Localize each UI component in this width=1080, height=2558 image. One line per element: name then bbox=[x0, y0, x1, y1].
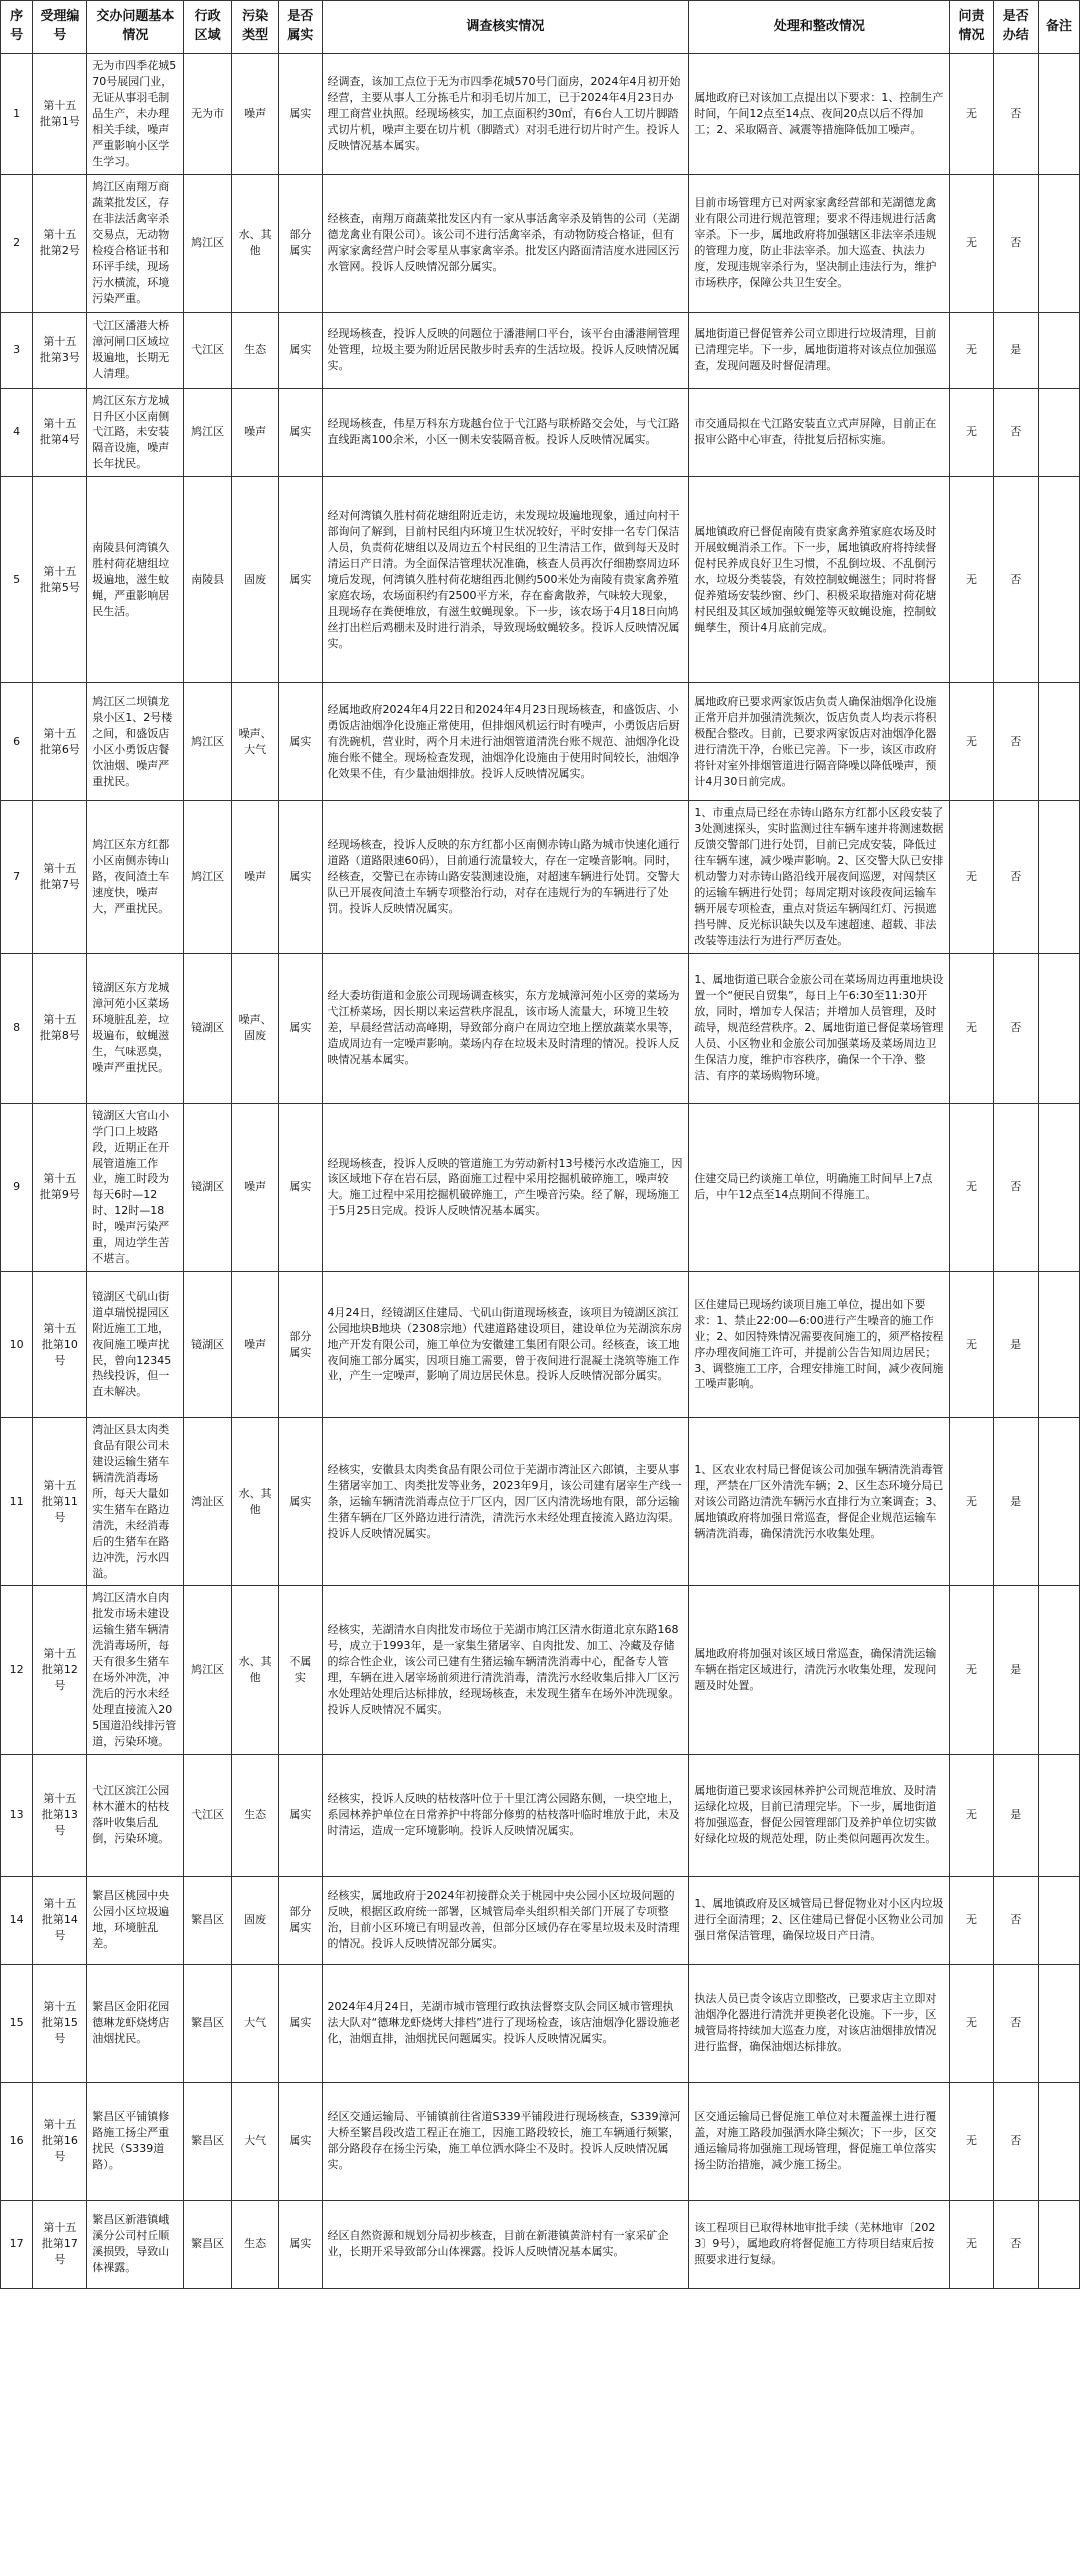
cell-seq: 17 bbox=[1, 2200, 33, 2288]
cell-valid: 属实 bbox=[279, 683, 322, 801]
cell-type: 固废 bbox=[231, 1876, 278, 1964]
cell-id: 第十五批第8号 bbox=[33, 953, 87, 1103]
cell-handling: 1、属地镇政府及区城管局已督促物业对小区内垃圾进行全面清理；2、区住建局已督促小区物业公司加强日常保洁管理，确保垃圾日产日清。 bbox=[689, 1876, 950, 1964]
cell-id: 第十五批第1号 bbox=[33, 54, 87, 175]
cell-seq: 5 bbox=[1, 477, 33, 683]
cell-id: 第十五批第13号 bbox=[33, 1754, 87, 1876]
header-issue: 交办问题基本情况 bbox=[87, 1, 184, 54]
cell-seq: 3 bbox=[1, 312, 33, 388]
cell-note bbox=[1038, 1964, 1079, 2082]
cell-issue: 鸠江区南翔万商蔬菜批发区，存在非法活禽宰杀交易点，无动物检疫合格证书和环评手续，现场污水横流，环境污染严重。 bbox=[87, 174, 184, 312]
cell-note bbox=[1038, 312, 1079, 388]
cell-investigation: 经现场核查，投诉人反映的问题位于潘港闸口平台，该平台由潘港闸管理处管理，垃圾主要为附近居民散步时丢弃的生活垃圾。投诉人反映情况属实。 bbox=[322, 312, 689, 388]
cell-seq: 7 bbox=[1, 801, 33, 953]
header-seq: 序号 bbox=[1, 1, 33, 54]
cell-issue: 繁昌区金阳花园德琳龙虾烧烤店油烟扰民。 bbox=[87, 1964, 184, 2082]
cell-account: 无 bbox=[950, 1103, 993, 1271]
cell-seq: 6 bbox=[1, 683, 33, 801]
cell-investigation: 经核实，芜湖清水自肉批发市场位于芜湖市鸠江区清水街道北京东路168号，成立于1993年，是一家集生猪屠宰、自肉批发、加工、冷藏及存储的综合性企业，该公司已建有生猪运输车辆清洗消毒中心，配备专人管理，车辆在进入屠宰场前须进行清洗消毒，清洗污水经收集后排入厂区污水处理站处理后达标排放，经现场核查，未发现生猪车在场外冲洗现象。投诉人反映情况不属实。 bbox=[322, 1586, 689, 1754]
cell-type: 生态 bbox=[231, 312, 278, 388]
cell-type: 噪声 bbox=[231, 801, 278, 953]
cell-investigation: 经核查，南翔万商蔬菜批发区内有一家从事活禽宰杀及销售的公司（芜湖德龙禽业有限公司）。该公司不进行活禽宰杀，有动物防疫合格证，但有两家家禽经营户时会零星从事家禽宰杀。批发区内路面清洁度水进园区污水管网。投诉人反映情况部分属实。 bbox=[322, 174, 689, 312]
cell-investigation: 经调查，该加工点位于无为市四季花城570号门面房，2024年4月初开始经营，主要从事人工分拣毛片和羽毛切片加工，已于2024年4月23日办理工商营业执照。经现场核实，加工点面积约30㎡，有6台人工切片脚踏式切片机，噪声主要在切片机（脚踏式）对羽毛进行切片时产生。投诉人反映情况基本属实。 bbox=[322, 54, 689, 175]
table-row bbox=[1, 312, 1080, 388]
cell-valid: 属实 bbox=[279, 1103, 322, 1271]
cell-done: 否 bbox=[993, 1876, 1038, 1964]
table-row bbox=[1, 388, 1080, 477]
cell-region: 鸠江区 bbox=[184, 801, 231, 953]
cell-investigation: 经现场核查，投诉人反映的东方红都小区南侧赤铸山路为城市快速化通行道路（道路限速60码），目前通行流量较大，存在一定噪音影响。同时，经核查，交警已在赤铸山路安装测速设施，对超速车辆进行处罚。交警大队已开展夜间渣土车辆专项整治行动，对存在违规行为的车辆进行了处罚。投诉人反映情况属实。 bbox=[322, 801, 689, 953]
cell-account: 无 bbox=[950, 1586, 993, 1754]
cell-valid: 属实 bbox=[279, 388, 322, 477]
cell-valid: 属实 bbox=[279, 2082, 322, 2200]
cell-investigation: 经现场核查，投诉人反映的管道施工为劳动新村13号楼污水改造施工，因该区域地下存在岩石层，路面施工过程中采用挖掘机破碎施工，噪声较大。施工过程中采用挖掘机破碎施工，产生噪音污染。经了解，现场施工于5月25日完成。投诉人反映情况基本属实。 bbox=[322, 1103, 689, 1271]
cell-issue: 繁昌区新港镇峨溪分公司村丘顺溪损毁，导致山体裸露。 bbox=[87, 2200, 184, 2288]
cell-done: 是 bbox=[993, 1586, 1038, 1754]
cell-account: 无 bbox=[950, 1418, 993, 1586]
cell-handling: 1、区农业农村局已督促该公司加强车辆清洗消毒管理，严禁在厂区外清洗车辆；2、区生态环境分局已对该公司路边清洗车辆污水直排行为立案调查；3、属地镇政府将加强日常巡查，督促企业规范运输车辆清洗消毒，确保清洗污水收集处理。 bbox=[689, 1418, 950, 1586]
cell-id: 第十五批第5号 bbox=[33, 477, 87, 683]
cell-handling: 执法人员已责令该店立即整改，已要求店主立即对油烟净化器进行清洗并更换老化设施。下一步，区城管局将持续加大巡查力度，对该店油烟排放情况进行监督，确保油烟达标排放。 bbox=[689, 1964, 950, 2082]
cell-seq: 16 bbox=[1, 2082, 33, 2200]
table-row bbox=[1, 1418, 1080, 1586]
cell-seq: 15 bbox=[1, 1964, 33, 2082]
cell-seq: 2 bbox=[1, 174, 33, 312]
cell-account: 无 bbox=[950, 174, 993, 312]
cell-note bbox=[1038, 683, 1079, 801]
cell-issue: 鸠江区东方红都小区南侧赤铸山路，夜间渣土车速度快，噪声大，严重扰民。 bbox=[87, 801, 184, 953]
cell-handling: 该工程项目已取得林地审批手续（芜林地审〔2023〕9号），属地政府将督促施工方待项目结束后按照要求进行复绿。 bbox=[689, 2200, 950, 2288]
cell-issue: 繁昌区平铺镇修路施工扬尘严重扰民（S339道路）。 bbox=[87, 2082, 184, 2200]
cell-type: 生态 bbox=[231, 1754, 278, 1876]
header-valid: 是否属实 bbox=[279, 1, 322, 54]
table-row bbox=[1, 2200, 1080, 2288]
cell-account: 无 bbox=[950, 54, 993, 175]
table-row bbox=[1, 801, 1080, 953]
cell-region: 镜湖区 bbox=[184, 1103, 231, 1271]
cell-id: 第十五批第11号 bbox=[33, 1418, 87, 1586]
cell-type: 生态 bbox=[231, 2200, 278, 2288]
cell-investigation: 4月24日，经镜湖区住建局、弋矶山街道现场核查，该项目为镜湖区滨江公园地块B地块（2308宗地）代建道路建设项目，建设单位为芜湖滨东房地产开发有限公司，施工单位为安徽建工集团有限公司。经核查，该工地夜间施工部分属实，因项目施工需要，曾于夜间进行混凝土浇筑等施工作业，产生一定噪声，影响了周边居民休息。投诉人反映情况部分属实。 bbox=[322, 1272, 689, 1418]
table-row bbox=[1, 1586, 1080, 1754]
cell-valid: 部分属实 bbox=[279, 1876, 322, 1964]
cell-account: 无 bbox=[950, 801, 993, 953]
header-region: 行政区域 bbox=[184, 1, 231, 54]
cell-region: 繁昌区 bbox=[184, 2200, 231, 2288]
table-row bbox=[1, 683, 1080, 801]
cell-issue: 鸠江区清水自肉批发市场未建设运输生猪车辆清洗消毒场所，每天有很多生猪车在场外冲洗，冲洗后的污水未经处理直接流入205国道沿线排污管道，污染环境。 bbox=[87, 1586, 184, 1754]
cell-valid: 属实 bbox=[279, 477, 322, 683]
cell-done: 否 bbox=[993, 1964, 1038, 2082]
cell-id: 第十五批第4号 bbox=[33, 388, 87, 477]
cell-id: 第十五批第16号 bbox=[33, 2082, 87, 2200]
cell-handling: 区住建局已现场约谈项目施工单位，提出如下要求：1、禁止22:00—6:00进行产生噪音的施工作业；2、如因特殊情况需要夜间施工的，须严格按程序办理夜间施工许可，并提前公告告知周边居民；3、调整施工工序，合理安排施工时间，减少夜间施工噪声影响。 bbox=[689, 1272, 950, 1418]
cell-type: 噪声 bbox=[231, 1272, 278, 1418]
cell-note bbox=[1038, 54, 1079, 175]
cell-issue: 南陵县何湾镇久胜村荷花塘组垃圾遍地，滋生蚊蝇，严重影响居民生活。 bbox=[87, 477, 184, 683]
cell-account: 无 bbox=[950, 683, 993, 801]
table-row bbox=[1, 1964, 1080, 2082]
cell-investigation: 经区交通运输局、平铺镇前往省道S339平铺段进行现场核查，S339漳河大桥至繁昌段改造工程正在施工，因施工路段较长，施工车辆通行频繁，部分路段存在扬尘污染，施工单位洒水降尘不及时。投诉人反映情况属实。 bbox=[322, 2082, 689, 2200]
cell-valid: 属实 bbox=[279, 953, 322, 1103]
cell-valid: 属实 bbox=[279, 801, 322, 953]
cell-account: 无 bbox=[950, 1272, 993, 1418]
cell-type: 噪声、大气 bbox=[231, 683, 278, 801]
cell-done: 是 bbox=[993, 312, 1038, 388]
cell-region: 鸠江区 bbox=[184, 683, 231, 801]
cell-note bbox=[1038, 1272, 1079, 1418]
cell-region: 弋江区 bbox=[184, 1754, 231, 1876]
cell-note bbox=[1038, 1418, 1079, 1586]
cell-note bbox=[1038, 801, 1079, 953]
cell-done: 否 bbox=[993, 388, 1038, 477]
cell-done: 否 bbox=[993, 2200, 1038, 2288]
cell-account: 无 bbox=[950, 953, 993, 1103]
cell-issue: 弋江区潘港大桥漳河闸口区域垃圾遍地，长期无人清理。 bbox=[87, 312, 184, 388]
cell-seq: 13 bbox=[1, 1754, 33, 1876]
cell-note bbox=[1038, 953, 1079, 1103]
header-investigation: 调查核实情况 bbox=[322, 1, 689, 54]
cell-investigation: 经对何湾镇久胜村荷花塘组附近走访，未发现垃圾遍地现象，通过向村干部询问了解到，目前村民组内环境卫生状况较好，平时安排一名专门保洁人员，负责荷花塘组以及周边五个村民组的卫生清洁工作，做到每天及时清运日产日清。为全面保洁管理状况准确，核查人员再次仔细勘察周边环境后发现，何湾镇久胜村荷花塘组西北侧约500米处为南陵有贵家禽养殖家庭农场，农场面积约有2500平方米，存在畜禽散养，气味较大现象，且现场存在粪便堆放，有滋生蚊蝇现象。下一步，该农场于4月18日向鸠丝打出栏后鸡棚未及时进行消杀，导致现场蚊蝇较多。投诉人反映情况属实。 bbox=[322, 477, 689, 683]
cell-note bbox=[1038, 2082, 1079, 2200]
cell-id: 第十五批第17号 bbox=[33, 2200, 87, 2288]
cell-handling: 属地政府将加强对该区域日常巡查，确保清洗运输车辆在指定区域进行，清洗污水收集处理，发现问题及时处置。 bbox=[689, 1586, 950, 1754]
cell-investigation: 经区自然资源和规划分局初步核查，目前在新港镇黄浒村有一家采矿企业，长期开采导致部分山体裸露。投诉人反映情况基本属实。 bbox=[322, 2200, 689, 2288]
cell-done: 否 bbox=[993, 2082, 1038, 2200]
header-id: 受理编号 bbox=[33, 1, 87, 54]
cell-type: 水、其他 bbox=[231, 1586, 278, 1754]
cell-account: 无 bbox=[950, 477, 993, 683]
cell-region: 南陵县 bbox=[184, 477, 231, 683]
cell-region: 繁昌区 bbox=[184, 1876, 231, 1964]
cell-type: 固废 bbox=[231, 477, 278, 683]
cell-issue: 弋江区滨江公园林木灌木的枯枝落叶收集后乱倒，污染环境。 bbox=[87, 1754, 184, 1876]
cell-handling: 属地街道已要求该园林养护公司规范堆放、及时清运绿化垃圾，目前已清理完毕。下一步，属地街道将加强巡查，督促公园管理部门及养护单位切实做好绿化垃圾的规范处理，防止类似问题再次发生。 bbox=[689, 1754, 950, 1876]
cell-investigation: 经大委坊街道和金旅公司现场调查核实，东方龙城漳河苑小区旁的菜场为弋江桥菜场，因长期以来运营秩序混乱，该市场人流量大，环境卫生较差，早晨经营活动高峰期，导致部分商户在周边空地上摆放蔬菜水果等，造成周边有一定噪声影响。菜场内存在垃圾未及时清理的情况。投诉人反映情况基本属实。 bbox=[322, 953, 689, 1103]
header-handling: 处理和整改情况 bbox=[689, 1, 950, 54]
cell-seq: 14 bbox=[1, 1876, 33, 1964]
cell-id: 第十五批第2号 bbox=[33, 174, 87, 312]
cell-id: 第十五批第12号 bbox=[33, 1586, 87, 1754]
cell-id: 第十五批第10号 bbox=[33, 1272, 87, 1418]
table-row bbox=[1, 1876, 1080, 1964]
cell-investigation: 经属地政府2024年4月22日和2024年4月23日现场核查，和盛饭店、小勇饭店油烟净化设施正常使用，但排烟风机运行时有噪声，小勇饭店后厨有洗碗机，营业时，两个月未进行油烟管道清洗台账不规范、油烟净化设施台账不健全。现场检查发现，油烟净化设施由于使用时间较长，油烟净化效果不佳，有少量油烟排放。投诉人反映情况属实。 bbox=[322, 683, 689, 801]
cell-note bbox=[1038, 1586, 1079, 1754]
table-row bbox=[1, 1103, 1080, 1271]
cell-handling: 住建交局已约谈施工单位，明确施工时间早上7点后，中午12点至14点期间不得施工。 bbox=[689, 1103, 950, 1271]
table-row bbox=[1, 2082, 1080, 2200]
cell-seq: 1 bbox=[1, 54, 33, 175]
cell-seq: 4 bbox=[1, 388, 33, 477]
cell-done: 否 bbox=[993, 1103, 1038, 1271]
header-note: 备注 bbox=[1038, 1, 1079, 54]
cell-done: 是 bbox=[993, 1272, 1038, 1418]
cell-handling: 属地政府已对该加工点提出以下要求：1、控制生产时间，午间12点至14点、夜间20点以后不得加工；2、采取隔音、减震等措施降低加工噪声。 bbox=[689, 54, 950, 175]
table-row bbox=[1, 1754, 1080, 1876]
cell-seq: 8 bbox=[1, 953, 33, 1103]
cell-note bbox=[1038, 388, 1079, 477]
cell-handling: 属地政府已要求两家饭店负责人确保油烟净化设施正常开启并加强清洗频次，饭店负责人均表示将积极配合整改。目前，已要求两家饭店对油烟净化器进行清洗干净，台账已完善。下一步，该区市政府将针对室外排烟管道进行隔音降噪以降低噪声，预计4月30日前完成。 bbox=[689, 683, 950, 801]
cell-type: 水、其他 bbox=[231, 1418, 278, 1586]
table-row bbox=[1, 477, 1080, 683]
cell-type: 大气 bbox=[231, 1964, 278, 2082]
cell-issue: 镜湖区东方龙城漳河苑小区菜场环境脏乱差，垃圾遍布，蚊蝇滋生，气味恶臭，噪声严重扰民。 bbox=[87, 953, 184, 1103]
cell-issue: 湾沚区县太肉类食品有限公司未建设运输生猪车辆清洗消毒场所，每天大量如实生猪车在路边清洗，未经消毒后的生猪车在路边冲洗，污水四溢。 bbox=[87, 1418, 184, 1586]
cell-handling: 区交通运输局已督促施工单位对未覆盖裸土进行覆盖，对施工路段加强洒水降尘频次；下一步，区交通运输局将加强施工现场管理，督促施工单位落实扬尘防治措施，减少施工扬尘。 bbox=[689, 2082, 950, 2200]
header-type: 污染类型 bbox=[231, 1, 278, 54]
cell-investigation: 2024年4月24日，芜湖市城市管理行政执法督察支队会同区城市管理执法大队对“德琳龙虾烧烤大排档”进行了现场检查，该店油烟净化器设施老化，油烟直排，油烟扰民问题属实。投诉人反映情况属实。 bbox=[322, 1964, 689, 2082]
cell-type: 噪声 bbox=[231, 388, 278, 477]
cell-handling: 目前市场管理方已对两家家禽经营部和芜湖德龙禽业有限公司进行规范管理；要求不得违规进行活禽宰杀。下一步，属地政府将加强辖区非法宰杀违规的管理力度，防止非法宰杀。加大巡查、执法力度，发现违规宰杀行为，坚决制止违法行为，维护市场秩序，保障公共卫生安全。 bbox=[689, 174, 950, 312]
cell-note bbox=[1038, 1103, 1079, 1271]
cell-region: 镜湖区 bbox=[184, 1272, 231, 1418]
cell-issue: 镜湖区大官山小学门口上坡路段，近期正在开展管道施工作业，施工时段为每天6时—12时、12时—18时，噪声污染严重，周边学生苦不堪言。 bbox=[87, 1103, 184, 1271]
cell-region: 鸠江区 bbox=[184, 1586, 231, 1754]
table-row bbox=[1, 54, 1080, 175]
table-row bbox=[1, 1272, 1080, 1418]
cell-id: 第十五批第3号 bbox=[33, 312, 87, 388]
cell-valid: 不属实 bbox=[279, 1586, 322, 1754]
cell-seq: 9 bbox=[1, 1103, 33, 1271]
cell-done: 否 bbox=[993, 953, 1038, 1103]
cell-issue: 繁昌区桃园中央公园小区垃圾遍地，环境脏乱差。 bbox=[87, 1876, 184, 1964]
cell-account: 无 bbox=[950, 2200, 993, 2288]
cell-done: 否 bbox=[993, 801, 1038, 953]
cell-done: 是 bbox=[993, 1754, 1038, 1876]
cell-investigation: 经核实，安徽县太肉类食品有限公司位于芜湖市湾沚区六郎镇，主要从事生猪屠宰加工、肉类批发等业务，2023年9月，该公司建有屠宰生产线一条，运输车辆清洗消毒点位于厂区内，因厂区内清洗场地有限，部分运输生猪车辆在厂区外路边进行清洗，清洗污水未经处理直接流入路边沟渠。投诉人反映情况属实。 bbox=[322, 1418, 689, 1586]
cell-note bbox=[1038, 1754, 1079, 1876]
header-account: 问责情况 bbox=[950, 1, 993, 54]
cell-type: 大气 bbox=[231, 2082, 278, 2200]
cell-region: 湾沚区 bbox=[184, 1418, 231, 1586]
cell-seq: 10 bbox=[1, 1272, 33, 1418]
cell-note bbox=[1038, 174, 1079, 312]
cell-note bbox=[1038, 2200, 1079, 2288]
cell-region: 弋江区 bbox=[184, 312, 231, 388]
cell-done: 是 bbox=[993, 1418, 1038, 1586]
cell-type: 噪声、固废 bbox=[231, 953, 278, 1103]
cell-valid: 属实 bbox=[279, 1418, 322, 1586]
cell-done: 否 bbox=[993, 477, 1038, 683]
cell-region: 繁昌区 bbox=[184, 2082, 231, 2200]
cell-type: 水、其他 bbox=[231, 174, 278, 312]
cell-region: 鸠江区 bbox=[184, 388, 231, 477]
cell-region: 鸠江区 bbox=[184, 174, 231, 312]
cell-account: 无 bbox=[950, 312, 993, 388]
cell-valid: 属实 bbox=[279, 1964, 322, 2082]
cell-valid: 部分属实 bbox=[279, 174, 322, 312]
table-row bbox=[1, 174, 1080, 312]
cell-issue: 鸠江区东方龙城日升区小区南侧弋江路，未安装隔音设施，噪声长年扰民。 bbox=[87, 388, 184, 477]
cell-note bbox=[1038, 1876, 1079, 1964]
cell-handling: 1、市重点局已经在赤铸山路东方红都小区段安装了3处测速探头，实时监测过往车辆车速并将测速数据反馈交警部门进行处罚，目前已完成安装，降低过往车辆车速，减少噪声影响。2、区交警大队已安排机动警力对赤铸山路沿线开展夜间巡逻，对闯禁区的运输车辆进行处罚；每周定期对该段夜间运输车辆开展专项检查，重点对货运车辆闯红灯、污损遮挡号牌、反光标识缺失以及车速超速、超载、非法改装等违法行为进行严厉查处。 bbox=[689, 801, 950, 953]
cell-id: 第十五批第6号 bbox=[33, 683, 87, 801]
cell-valid: 属实 bbox=[279, 312, 322, 388]
cell-done: 否 bbox=[993, 174, 1038, 312]
cell-handling: 1、属地街道已联合金旅公司在菜场周边再重地块设置一个“便民自贸集”，每日上午6:30至11:30开放，同时，增加专人保洁；并增加人员管理，及时疏导，规范经营秩序。2、属地街道已督促菜场管理人员、小区物业和金旅公司加强菜场及菜场周边卫生保洁力度，维护市容秩序，确保一个干净、整洁、有序的菜场购物环境。 bbox=[689, 953, 950, 1103]
cell-region: 镜湖区 bbox=[184, 953, 231, 1103]
cell-investigation: 经现场核查，伟星万科东方珑越台位于弋江路与联桥路交会处，与弋江路直线距离100余米，小区一侧未安装隔音板。投诉人反映情况属实。 bbox=[322, 388, 689, 477]
cell-investigation: 经核实，属地政府于2024年初接群众关于桃园中央公园小区垃圾问题的反映，根据区政府统一部署，区城管局牵头组织相关部门开展了专项整治，目前小区环境已有明显改善，但部分区域仍存在零星垃圾未及时清理的情况。投诉人反映情况部分属实。 bbox=[322, 1876, 689, 1964]
cell-id: 第十五批第15号 bbox=[33, 1964, 87, 2082]
header-row bbox=[1, 1, 1080, 54]
cell-region: 无为市 bbox=[184, 54, 231, 175]
cell-issue: 鸠江区二坝镇龙泉小区1、2号楼之间，和盛饭店小区小勇饭店餐饮油烟、噪声严重扰民。 bbox=[87, 683, 184, 801]
cell-seq: 11 bbox=[1, 1418, 33, 1586]
cell-valid: 属实 bbox=[279, 1754, 322, 1876]
cell-valid: 属实 bbox=[279, 54, 322, 175]
cell-account: 无 bbox=[950, 388, 993, 477]
header-done: 是否办结 bbox=[993, 1, 1038, 54]
cell-region: 繁昌区 bbox=[184, 1964, 231, 2082]
cell-account: 无 bbox=[950, 1964, 993, 2082]
cell-type: 噪声 bbox=[231, 54, 278, 175]
cell-seq: 12 bbox=[1, 1586, 33, 1754]
cell-id: 第十五批第7号 bbox=[33, 801, 87, 953]
cell-account: 无 bbox=[950, 1876, 993, 1964]
table-row bbox=[1, 953, 1080, 1103]
cell-issue: 镜湖区弋矶山街道卓瑞悦提园区附近施工工地，夜间施工噪声扰民，曾向12345热线投诉，但一直未解决。 bbox=[87, 1272, 184, 1418]
cell-done: 否 bbox=[993, 54, 1038, 175]
cell-account: 无 bbox=[950, 2082, 993, 2200]
cell-handling: 属地街道已督促管养公司立即进行垃圾清理，目前已清理完毕。下一步，属地街道将对该点位加强巡查，发现问题及时督促清理。 bbox=[689, 312, 950, 388]
cell-issue: 无为市四季花城570号展园门业，无证从事羽毛制品生产，未办理相关手续，噪声严重影响小区学生学习。 bbox=[87, 54, 184, 175]
cell-id: 第十五批第9号 bbox=[33, 1103, 87, 1271]
cell-account: 无 bbox=[950, 1754, 993, 1876]
cell-id: 第十五批第14号 bbox=[33, 1876, 87, 1964]
cell-valid: 部分属实 bbox=[279, 1272, 322, 1418]
cell-handling: 属地镇政府已督促南陵有贵家禽养殖家庭农场及时开展蚊蝇消杀工作。下一步，属地镇政府将持续督促村民养成良好卫生习惯，不乱倒垃圾、不乱倒污水，垃圾分类装袋，有效控制蚊蝇滋生；同时将督促养殖场安装纱窗、纱门、积极采取措施对荷花塘村民组及其区域加强蚊蝇笼等灭蚊蝇设施，控制蚊蝇孳生，预计4月底前完成。 bbox=[689, 477, 950, 683]
cell-valid: 属实 bbox=[279, 2200, 322, 2288]
cell-handling: 市交通局拟在弋江路安装直立式声屏障，目前正在报审公路中心审查，待批复后招标实施。 bbox=[689, 388, 950, 477]
cell-note bbox=[1038, 477, 1079, 683]
cell-investigation: 经核实，投诉人反映的枯枝落叶位于十里江湾公园路东侧，一块空地上，系园林养护单位在日常养护中将部分修剪的枯枝落叶临时堆放于此，未及时清运，造成一定环境影响。投诉人反映情况属实。 bbox=[322, 1754, 689, 1876]
cell-done: 否 bbox=[993, 683, 1038, 801]
cell-type: 噪声 bbox=[231, 1103, 278, 1271]
